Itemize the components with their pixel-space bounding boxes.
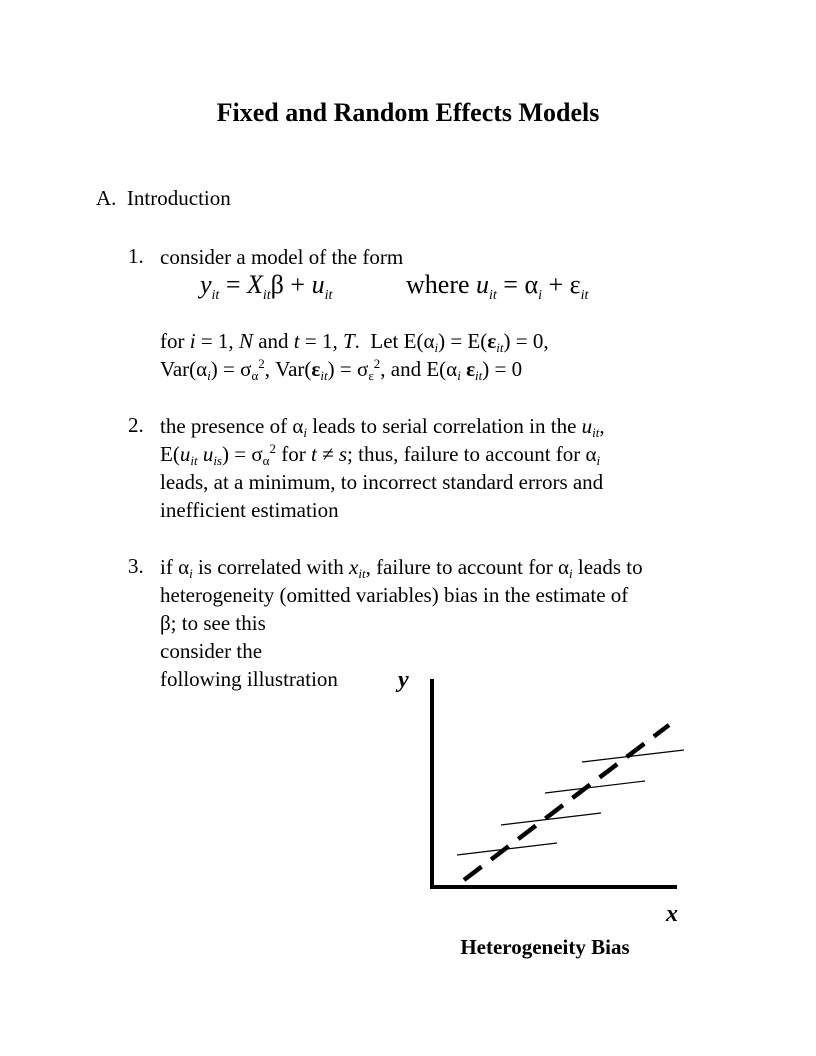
item-text: consider a model of the form	[160, 245, 404, 269]
item-text: following illustration	[160, 667, 338, 691]
section-title: Introduction	[126, 186, 231, 210]
item-text: β; to see this	[160, 611, 266, 635]
y-axis-label: y	[398, 667, 409, 693]
group-fit-lines	[457, 750, 684, 855]
x-axis-label: x	[666, 901, 678, 927]
item-number: 1.	[128, 244, 144, 268]
item-number: 3.	[128, 554, 144, 578]
item-text: $E(u_{it}$ $u_{is}) = \sigma_\alpha^2$ for t ≠ s; thus, failure to account for $\alpha_i$	[160, 441, 601, 468]
item-text: for i = 1, N and t = 1, T. Let $E(\alpha_i) = E(\varepsilon_{it}) = 0$,	[160, 329, 549, 355]
figure-caption: Heterogeneity Bias	[460, 935, 630, 959]
item-text: $Var(\alpha_i) = \sigma_\alpha^2$, $Var(\varepsilon_{it}) = \sigma_\varepsilon^2$, and $E(\alpha_i$ $\varepsilon_{it}) = 0$	[160, 356, 523, 383]
item-text: consider the	[160, 639, 263, 663]
item-text: inefficient estimation	[160, 498, 339, 522]
pooled-fit-dashed-line	[464, 725, 669, 880]
section-heading	[96, 186, 231, 211]
item-text: the presence of $\alpha_i$ leads to serial correlation in the $u_{it}$,	[160, 414, 605, 440]
item-text: if $\alpha_i$ is correlated with $x_{it}$, failure to account for $\alpha_i$ leads to	[160, 555, 643, 581]
equation-model: $y_{it} = X_{it}\beta + u_{it}$	[200, 270, 333, 303]
equation-error: where $u_{it} = \alpha_i + \varepsilon_{it}$	[406, 270, 589, 303]
section-label: A.	[96, 186, 117, 210]
page-title: Fixed and Random Effects Models	[216, 98, 600, 127]
item-text: heterogeneity (omitted variables) bias in the estimate of	[160, 583, 629, 607]
heterogeneity-bias-figure	[390, 665, 700, 935]
item-text: leads, at a minimum, to incorrect standard errors and	[160, 470, 604, 494]
item-number: 2.	[128, 413, 144, 437]
axes	[430, 679, 677, 889]
